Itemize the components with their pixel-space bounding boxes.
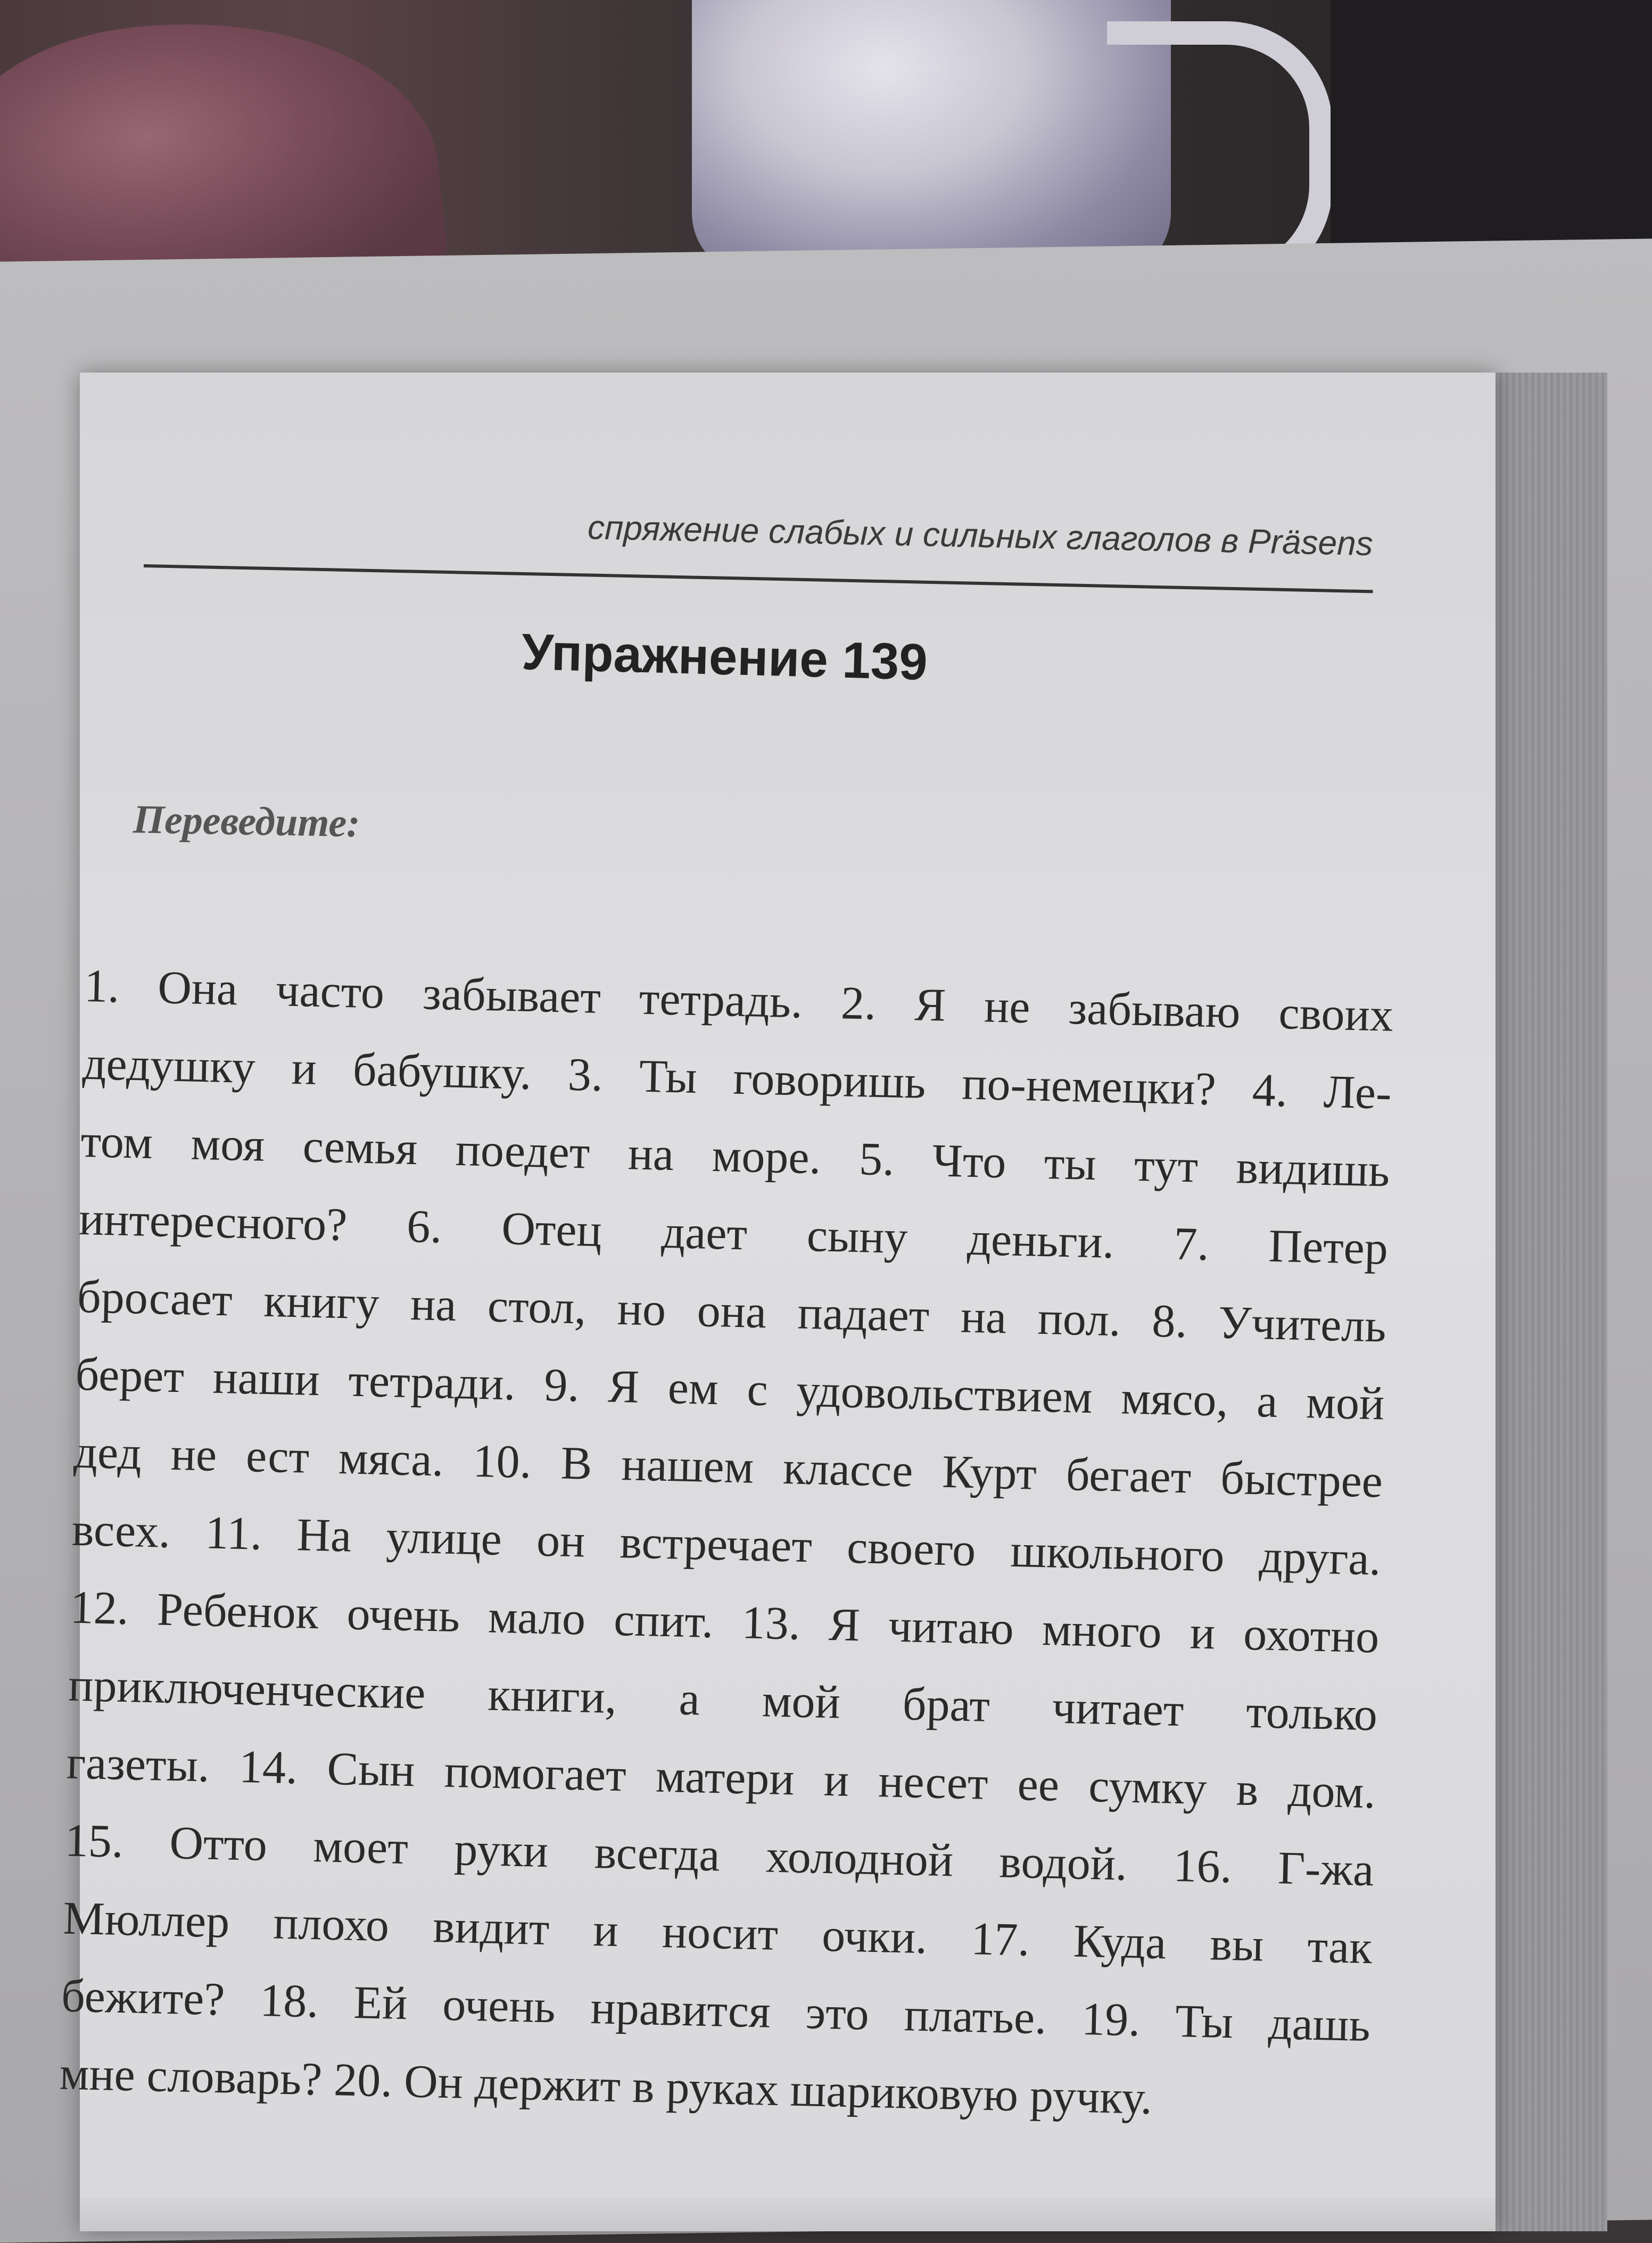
- mug: [692, 0, 1171, 277]
- exercise-text: [59, 947, 1394, 2142]
- text-line: берет наши тетради. 9. Я ем с удовольствием мясо, а мой: [75, 1348, 1385, 1430]
- text-line: дедушку и бабушку. 3. Ты говоришь по-немецки? 4. Ле-: [81, 1037, 1392, 1119]
- text-line: том моя семья поедет на море. 5. Что ты тут видишь: [80, 1115, 1391, 1197]
- text-line: всех. 11. На улице он встречает своего школьного друга.: [71, 1504, 1382, 1586]
- text-line: дед не ест мяса. 10. В нашем классе Курт бегает быстрее: [73, 1426, 1383, 1508]
- text-line: 1. Она часто забывает тетрадь. 2. Я не забываю своих: [84, 960, 1394, 1042]
- page-bottom: [80, 2198, 1496, 2231]
- text-line: бежите? 18. Ей очень нравится это платье. 19. Ты дашь: [61, 1970, 1371, 2052]
- text-line: 12. Ребенок очень мало спит. 13. Я читаю много и охотно: [69, 1581, 1380, 1663]
- text-line: Мюллер плохо видит и носит очки. 17. Куда вы так: [62, 1892, 1373, 1974]
- text-line: газеты. 14. Сын помогает матери и несет ее сумку в дом.: [66, 1737, 1376, 1819]
- text-line: бросает книгу на стол, но она падает на пол. 8. Учитель: [77, 1271, 1387, 1353]
- pink-cloth: [0, 0, 450, 298]
- exercise-title: Упражнение 139: [521, 623, 929, 691]
- running-head: спряжение слабых и сильных глаголов в Präsens: [587, 508, 1374, 563]
- text-line: интересного? 6. Отец дает сыну деньги. 7. Петер: [78, 1193, 1389, 1275]
- instruction: Переведите:: [133, 797, 361, 846]
- text-line: приключенческие книги, а мой брат читает только: [68, 1659, 1378, 1741]
- text-line: мне словарь? 20. Он держит в руках шариковую ручку.: [59, 2048, 1153, 2125]
- text-line: 15. Отто моет руки всегда холодной водой. 16. Г-жа: [64, 1815, 1375, 1896]
